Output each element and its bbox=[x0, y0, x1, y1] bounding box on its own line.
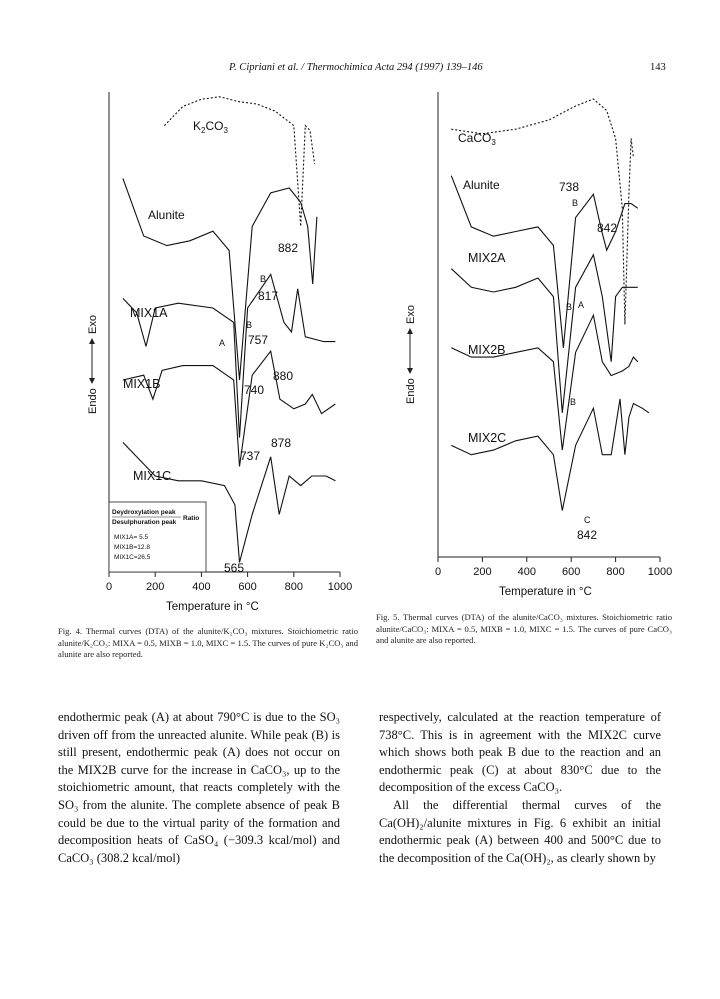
x-tick-label: 800 bbox=[606, 566, 625, 578]
series-line-mix1a bbox=[123, 274, 336, 437]
fig4-peak-757: 757 bbox=[248, 333, 269, 347]
series-line-mix2b bbox=[451, 315, 638, 450]
x-tick-label: 800 bbox=[284, 581, 303, 593]
fig5-caption: Fig. 5. Thermal curves (DTA) of the alunite/CaCO₃ mixtures. Stoichiometric ratio alunite/CaCO₃: MIXA = 0.5, MIXB = 1.0, MIXC = 1.5. The curves of pure CaCO₃ and alunite are also reported. bbox=[376, 612, 672, 646]
x-tick-label: 600 bbox=[238, 581, 257, 593]
fig4-curves bbox=[123, 97, 336, 563]
fig5-curves bbox=[451, 99, 649, 511]
fig5-label-alunite: Alunite bbox=[463, 178, 500, 192]
fig4-caption: Fig. 4. Thermal curves (DTA) of the alunite/K₂CO₃ mixtures. Stoichiometric ratio alunite/K₂CO₃: MIXA = 0.5, MIXB = 1.0, MIXC = 1.5. The curves of pure K₂CO₃ and alunite are also reported. bbox=[58, 626, 358, 660]
svg-text:Endo: Endo bbox=[87, 388, 99, 414]
x-tick-label: 600 bbox=[562, 566, 581, 578]
body-right-column bbox=[379, 709, 661, 867]
fig5-label-mix2c: MIX2C bbox=[468, 431, 507, 445]
fig4-peak-565: 565 bbox=[224, 561, 245, 575]
fig4-inset-box bbox=[109, 502, 206, 572]
fig5-label-mix2a: MIX2A bbox=[468, 251, 506, 265]
x-tick-label: 400 bbox=[517, 566, 536, 578]
body-right-paragraph-1: respectively, calculated at the reaction temperature of 738°C. This is in agreement with the MIX2C curve which shows both peak B due to the reaction and an endothermic peak (C) at about 830°C due to the decomposition of the excess CaCO₃. bbox=[379, 710, 661, 795]
fig5-peak-a: A bbox=[578, 300, 585, 310]
fig4-peak-817: 817 bbox=[258, 289, 279, 303]
series-line-k2co3 bbox=[164, 97, 314, 227]
fig4-peak-a: A bbox=[219, 338, 226, 348]
fig5-xlabel: Temperature in °C bbox=[499, 586, 592, 598]
x-tick-label: 0 bbox=[105, 581, 113, 593]
fig4-peak-880: 880 bbox=[273, 369, 294, 383]
x-tick-label: 1000 bbox=[647, 566, 673, 578]
body-left-column bbox=[58, 709, 340, 867]
fig4-peak-740: 740 bbox=[244, 383, 265, 397]
fig5-peak-842a: 842 bbox=[597, 221, 618, 235]
fig4-ticks bbox=[106, 572, 352, 593]
fig4-peak-b1: B bbox=[260, 274, 267, 284]
svg-text:Endo: Endo bbox=[405, 378, 417, 404]
x-tick-label: 1000 bbox=[327, 581, 353, 593]
figure-5-dta-chart bbox=[398, 82, 678, 602]
fig5-peak-b2: B bbox=[566, 302, 573, 312]
body-left-paragraph: endothermic peak (A) at about 790°C is due to the SO₃ driven off from the unreacted alunite. While peak (B) is still present, endothermic peak (A) does not occur on the MIX2B curve for the increase in CaCO₃, up to the stoichiometric amount, that reacts completely with the SO₃ from the alunite. The complete absence of peak B could be due to the virtual parity of the formation and decomposition heats of CaSO₄ (−309.3 kcal/mol) and CaCO₃ (308.2 kcal/mol) bbox=[58, 710, 340, 865]
fig4-xlabel: Temperature in °C bbox=[166, 601, 259, 612]
fig4-peak-878: 878 bbox=[271, 436, 292, 450]
x-tick-label: 200 bbox=[146, 581, 165, 593]
fig5-ticks bbox=[435, 557, 672, 578]
x-tick-label: 200 bbox=[473, 566, 492, 578]
fig5-peak-842b: 842 bbox=[577, 528, 598, 542]
svg-text:Desulphuration peak: Desulphuration peak bbox=[112, 519, 177, 526]
fig4-label-k2co3: $K_2CO_3$ bbox=[193, 119, 228, 135]
series-line-mix2c bbox=[451, 399, 649, 511]
svg-text:MIX1B=12.8: MIX1B=12.8 bbox=[114, 544, 150, 551]
fig4-ylabel bbox=[87, 315, 99, 414]
x-tick-label: 400 bbox=[192, 581, 211, 593]
fig5-peak-c: C bbox=[584, 515, 591, 525]
svg-text:MIX1A= 5.5: MIX1A= 5.5 bbox=[114, 534, 149, 541]
svg-text:MIX1C=26.5: MIX1C=26.5 bbox=[114, 554, 151, 561]
svg-text:Deydroxylation peak: Deydroxylation peak bbox=[112, 509, 176, 516]
series-line-mix1b bbox=[123, 351, 336, 466]
running-header-citation: P. Cipriani et al. / Thermochimica Acta 294 (1997) 139–146 bbox=[229, 62, 483, 73]
fig4-label-mix1a: MIX1A bbox=[130, 306, 168, 320]
fig4-label-alunite: Alunite bbox=[148, 208, 185, 222]
figure-4-dta-chart bbox=[78, 82, 358, 612]
fig5-peak-738: 738 bbox=[559, 180, 580, 194]
fig5-ylabel bbox=[405, 305, 417, 404]
fig5-peak-b1: B bbox=[572, 198, 579, 208]
fig5-label-mix2b: MIX2B bbox=[468, 343, 506, 357]
x-tick-label: 0 bbox=[434, 566, 442, 578]
fig5-label-caco3: CaCO$_3$ bbox=[458, 131, 496, 147]
fig4-label-mix1c: MIX1C bbox=[133, 469, 172, 483]
fig5-peak-b3: B bbox=[570, 397, 577, 407]
svg-text:Exo: Exo bbox=[405, 305, 417, 324]
series-line-mix2a bbox=[451, 255, 638, 413]
page-number: 143 bbox=[650, 62, 666, 73]
fig4-peak-737: 737 bbox=[240, 449, 261, 463]
body-right-paragraph-2: All the differential thermal curves of the Ca(OH)₂/alunite mixtures in Fig. 6 exhibit an initial endothermic peak (A) between 400 and 500°C due to the decomposition of the Ca(OH)₂, as clearly shown by bbox=[379, 797, 661, 865]
fig4-label-mix1b: MIX1B bbox=[123, 377, 161, 391]
svg-text:Exo: Exo bbox=[87, 315, 99, 334]
fig4-peak-b2: B bbox=[246, 320, 253, 330]
svg-text:Ratio: Ratio bbox=[183, 515, 200, 522]
fig4-peak-882: 882 bbox=[278, 241, 299, 255]
